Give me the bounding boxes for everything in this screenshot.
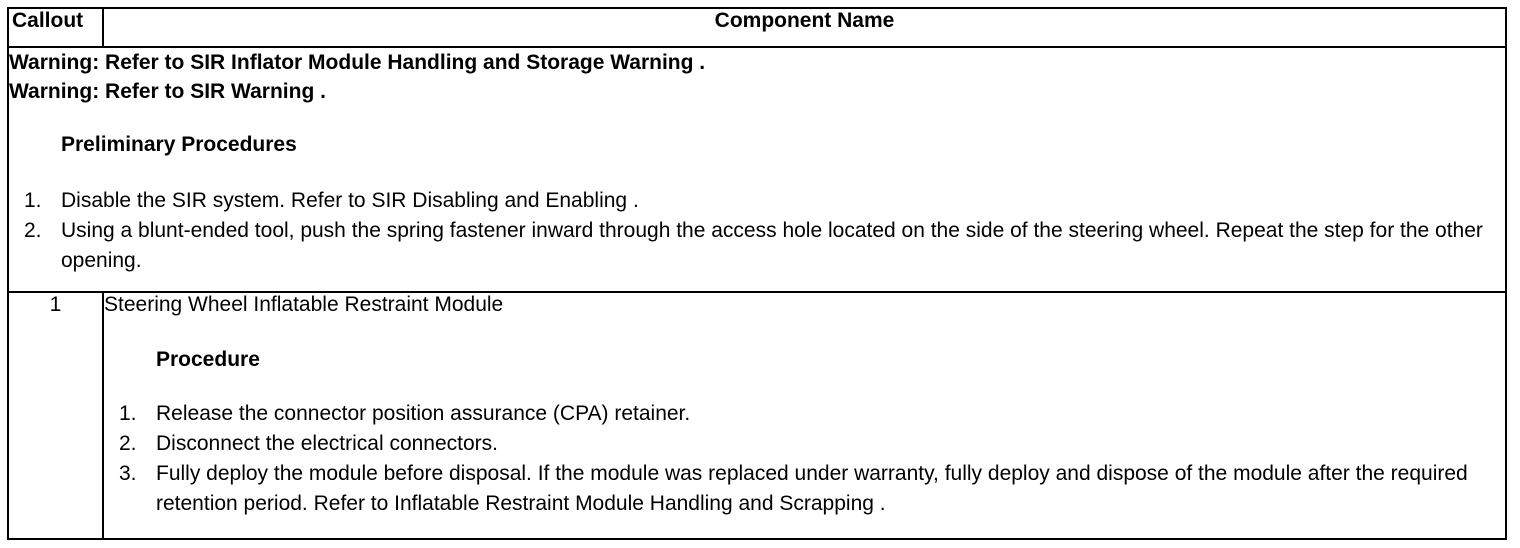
list-item xyxy=(104,459,1505,519)
component-name: Steering Wheel Inflatable Restraint Module xyxy=(104,293,504,316)
step-text: Disable the SIR system. Refer to SIR Disabling and Enabling . xyxy=(61,189,639,212)
preliminary-row xyxy=(8,47,1506,292)
step-number: 3. xyxy=(119,462,137,485)
header-row xyxy=(8,8,1506,47)
warning-inflator-module: Warning: Refer to SIR Inflator Module Handling and Storage Warning . xyxy=(9,51,706,74)
procedure-heading: Procedure xyxy=(156,348,260,371)
list-item xyxy=(104,429,1505,459)
step-text: Disconnect the electrical connectors. xyxy=(156,432,498,455)
step-text: Fully deploy the module before disposal. If the module was replaced under warranty, fully deploy and dispose of the module after the required retention period. Refer to Inflatable Restraint Module Handling and Scrapping . xyxy=(156,462,1468,515)
component-name-header: Component Name xyxy=(103,8,1506,47)
preliminary-cell xyxy=(8,47,1506,292)
callout-number: 1 xyxy=(49,293,62,316)
step-text: Using a blunt-ended tool, push the spring fastener inward through the access hole located on the side of the steering wheel. Repeat the step for the other opening. xyxy=(61,219,1483,272)
list-item xyxy=(9,186,1505,216)
step-number: 1. xyxy=(119,402,137,425)
step-number: 1. xyxy=(24,189,42,212)
step-number: 2. xyxy=(119,432,137,455)
preliminary-steps xyxy=(9,186,1505,276)
procedure-steps xyxy=(104,399,1505,519)
callout-header: Callout xyxy=(8,8,103,47)
procedure-table xyxy=(7,7,1507,540)
warning-sir: Warning: Refer to SIR Warning . xyxy=(9,80,326,103)
preliminary-heading: Preliminary Procedures xyxy=(61,133,297,156)
list-item xyxy=(104,399,1505,429)
component-cell xyxy=(103,292,1506,539)
step-number: 2. xyxy=(24,219,42,242)
step-text: Release the connector position assurance (CPA) retainer. xyxy=(156,402,691,425)
callout-cell xyxy=(8,292,103,539)
table-row xyxy=(8,292,1506,539)
list-item xyxy=(9,216,1505,276)
